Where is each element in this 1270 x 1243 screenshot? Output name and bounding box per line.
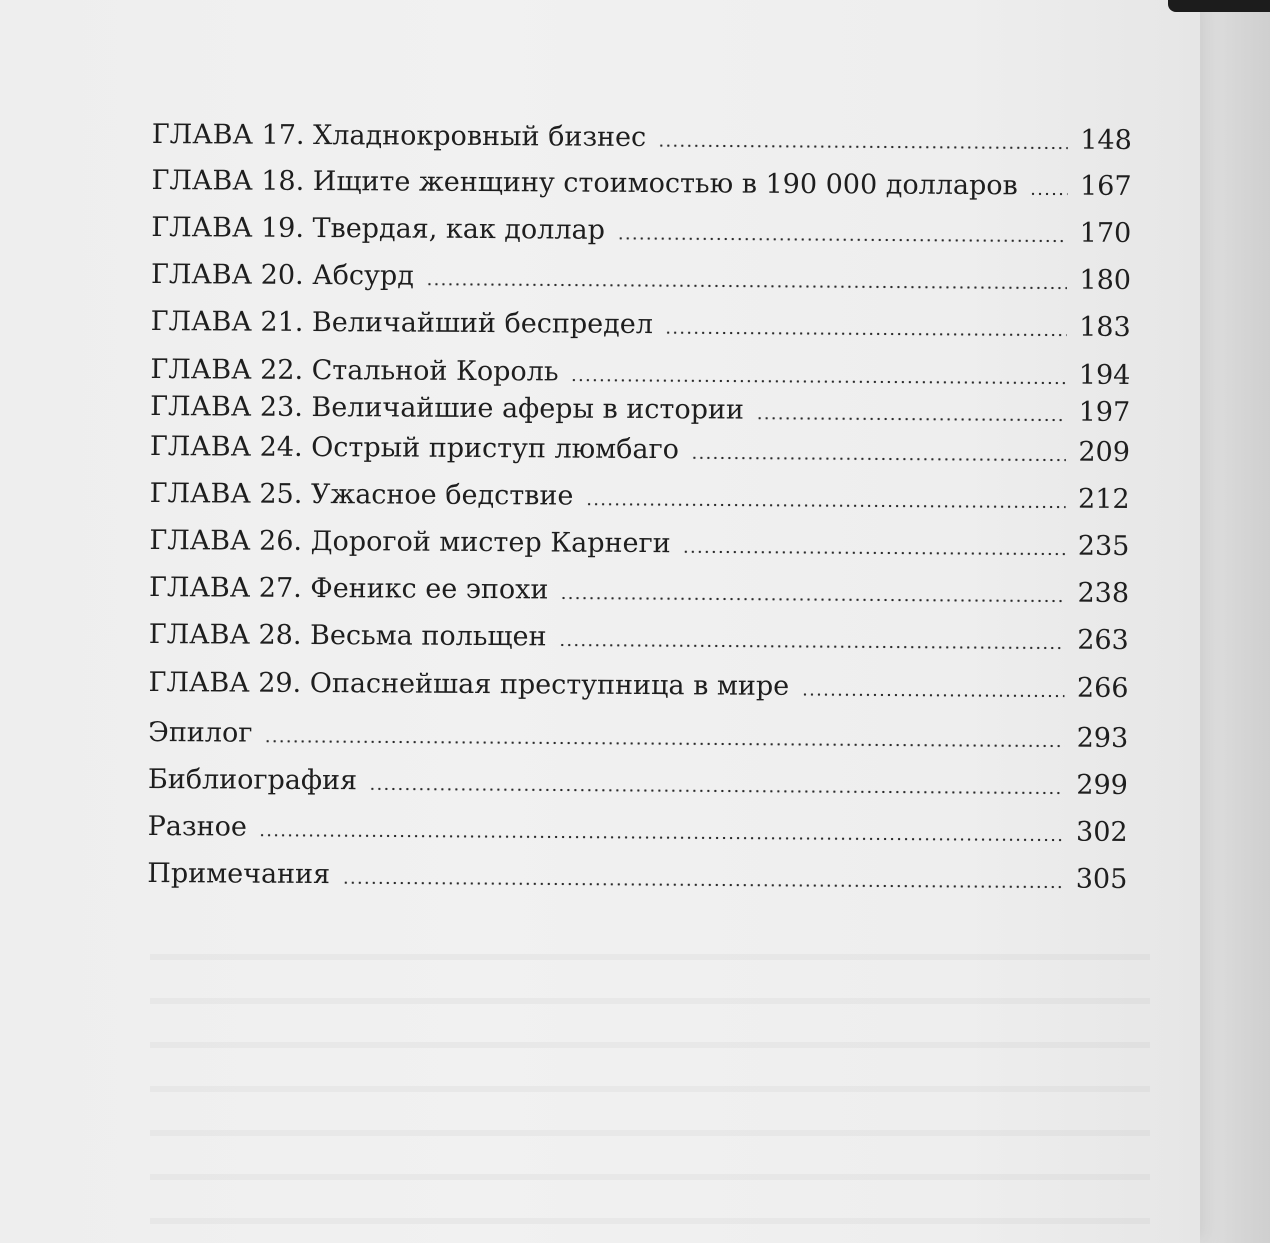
toc-entry	[149, 565, 1129, 611]
toc-entry-title: ГЛАВА 21. Величайший беспредел	[150, 305, 654, 341]
toc-entry	[149, 518, 1129, 564]
dot-leader	[1030, 192, 1068, 195]
dot-leader	[560, 597, 1065, 603]
toc-entry-title: ГЛАВА 25. Ужасное бедствие	[149, 477, 574, 512]
dot-leader	[585, 503, 1065, 509]
toc-entry-page: 235	[1077, 530, 1130, 562]
toc-entry-page: 266	[1076, 672, 1129, 704]
dark-corner	[1168, 0, 1270, 12]
toc-entry-page: 302	[1075, 816, 1128, 848]
toc-entry-title: ГЛАВА 26. Дорогой мистер Карнеги	[149, 524, 671, 560]
toc-entry	[149, 612, 1129, 658]
dot-leader	[691, 456, 1066, 461]
toc-entry	[147, 851, 1127, 897]
toc-entry-title: ГЛАВА 17. Хладнокровный бизнес	[151, 118, 647, 154]
toc-entry	[152, 112, 1132, 158]
toc-entry-title: ГЛАВА 24. Острый приступ люмбаго	[149, 430, 680, 466]
toc-entry	[150, 471, 1130, 517]
toc-entry-title: ГЛАВА 28. Весьма польщен	[148, 618, 547, 653]
toc-entry-page: 180	[1079, 264, 1132, 296]
toc-entry-page: 238	[1077, 577, 1130, 609]
toc-entry-page: 212	[1078, 483, 1130, 515]
toc-entry-page: 148	[1080, 124, 1132, 156]
dot-leader	[683, 550, 1066, 555]
dot-leader	[369, 787, 1064, 794]
toc-entry-page: 194	[1078, 359, 1131, 391]
toc-entry-title: Эпилог	[148, 716, 253, 749]
toc-entry-page: 167	[1079, 170, 1132, 202]
dot-leader	[617, 237, 1067, 243]
dot-leader	[259, 834, 1064, 842]
toc-entry-page: 183	[1079, 311, 1131, 343]
toc-entry-title: Разное	[147, 810, 247, 843]
toc-entry	[151, 205, 1131, 251]
page-edge	[1188, 0, 1270, 1243]
dot-leader	[426, 283, 1067, 290]
toc-entry-page: 263	[1077, 624, 1129, 656]
toc-entry	[151, 299, 1131, 345]
toc-entry	[148, 710, 1128, 756]
dot-leader	[801, 693, 1064, 698]
toc-entry-page: 197	[1078, 396, 1131, 428]
show-through-text	[150, 930, 1150, 1243]
toc-entry-page: 299	[1076, 769, 1128, 801]
table-of-contents	[147, 112, 1132, 895]
toc-entry-title: ГЛАВА 27. Феникс ее эпохи	[149, 571, 549, 606]
toc-entry-title: ГЛАВА 19. Твердая, как доллар	[151, 211, 606, 246]
toc-entry-title: Библиография	[147, 763, 358, 797]
toc-entry	[150, 384, 1130, 430]
dot-leader	[264, 740, 1064, 748]
toc-entry-title: ГЛАВА 29. Опаснейшая преступница в мире	[148, 666, 790, 702]
toc-entry	[148, 804, 1128, 850]
toc-entry-title: ГЛАВА 22. Стальной Король	[150, 353, 559, 388]
dot-leader	[756, 417, 1066, 422]
toc-entry-page: 293	[1076, 722, 1129, 754]
toc-entry-title: ГЛАВА 18. Ищите женщину стоимостью в 190 000 долларов	[151, 164, 1018, 202]
toc-entry-title: ГЛАВА 23. Величайшие аферы в истории	[150, 390, 745, 426]
dot-leader	[558, 643, 1064, 649]
toc-entry-title: ГЛАВА 20. Абсурд	[150, 258, 414, 292]
toc-entry	[151, 158, 1131, 204]
toc-entry	[148, 757, 1128, 803]
toc-entry	[150, 424, 1130, 470]
toc-entry-page: 170	[1079, 217, 1132, 249]
toc-entry	[151, 252, 1131, 298]
toc-entry	[148, 660, 1128, 706]
toc-entry-page: 209	[1078, 436, 1131, 468]
toc-entry-title: Примечания	[147, 857, 331, 891]
dot-leader	[665, 331, 1067, 336]
dot-leader	[342, 881, 1063, 888]
dot-leader	[658, 144, 1068, 150]
dot-leader	[571, 379, 1067, 385]
toc-entry-page: 305	[1075, 863, 1128, 895]
